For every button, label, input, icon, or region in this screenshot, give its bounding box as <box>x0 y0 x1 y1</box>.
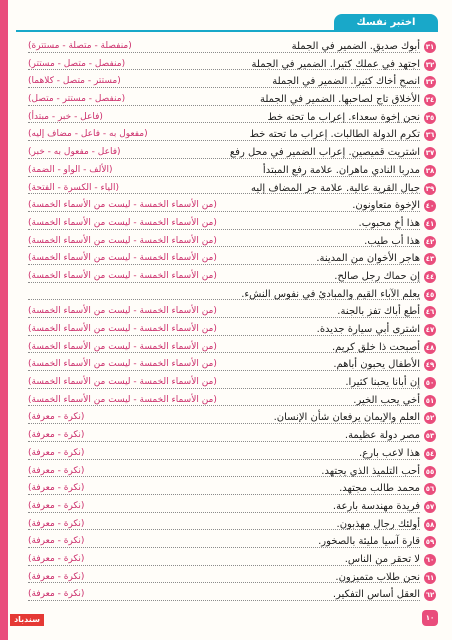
answer-choices: (نكرة - معرفة) <box>28 553 85 564</box>
answer-choices: (مستتر - متصل - كلاهما) <box>28 76 121 87</box>
question-text: قارة آسيا مليئة بالصخور. <box>318 536 420 548</box>
question-row <box>16 339 436 357</box>
question-text: الأطفال يحبون أباهم. <box>333 359 420 371</box>
question-text: اشتريت قميصين. إعراب الضمير في محل رفع <box>229 147 420 159</box>
question-number-badge: ٥٢ <box>425 414 435 423</box>
answer-choices: (نكرة - معرفة) <box>28 483 85 494</box>
question-number-badge: ٣٦ <box>425 131 435 140</box>
question-row <box>16 516 436 534</box>
question-number-badge: ٥٦ <box>425 485 435 494</box>
header-divider <box>16 30 438 32</box>
section-title: اختبر نفسك <box>334 14 438 31</box>
question-text: مدربا النادي ماهران. علامة رفع المبتدأ <box>262 164 420 176</box>
question-row <box>16 551 436 569</box>
question-text: العلم والإيمان يرفعان شأن الإنسان. <box>273 412 420 424</box>
question-text: نحن طلاب متميزون. <box>335 571 420 583</box>
answer-choices: (نكرة - معرفة) <box>28 447 85 458</box>
question-row <box>16 445 436 463</box>
answer-choices: (نكرة - معرفة) <box>28 430 85 441</box>
answer-choices: (نكرة - معرفة) <box>28 571 85 582</box>
question-number-badge: ٤٩ <box>425 361 435 370</box>
question-row <box>16 126 436 144</box>
answer-choices: (مفعول به - فاعل - مضاف إليه) <box>28 129 148 140</box>
question-row <box>16 180 436 198</box>
question-row <box>16 321 436 339</box>
side-color-band <box>0 0 8 640</box>
question-row <box>16 533 436 551</box>
question-number-badge: ٥٥ <box>425 467 435 476</box>
question-row <box>16 162 436 180</box>
question-row <box>16 427 436 445</box>
question-row <box>16 286 436 304</box>
question-text: أحب التلميذ الذي يجتهد. <box>321 465 420 477</box>
question-number-badge: ٦٠ <box>425 555 435 564</box>
question-number-badge: ٣٧ <box>425 149 435 158</box>
question-number-badge: ٣٩ <box>425 184 435 193</box>
answer-choices: (من الأسماء الخمسة - ليست من الأسماء الخمسة) <box>28 306 217 317</box>
question-number-badge: ٤٦ <box>425 308 435 317</box>
question-number-badge: ٤٣ <box>425 255 435 264</box>
answer-choices: (نكرة - معرفة) <box>28 465 85 476</box>
question-text: أبوك صديق. الضمير في الجملة <box>291 41 420 52</box>
answer-choices: (فاعل - مفعول به - خبر) <box>28 147 121 158</box>
question-text: لا تحقر من الناس. <box>344 553 420 565</box>
question-text: الأخلاق تاج لصاحبها. الضمير في الجملة <box>259 94 420 106</box>
question-number-badge: ٥٨ <box>425 520 435 529</box>
answer-choices: (من الأسماء الخمسة - ليست من الأسماء الخمسة) <box>28 324 217 334</box>
question-text: إن حماك رجل صالح. <box>334 270 420 282</box>
answer-choices: (نكرة - معرفة) <box>28 518 85 529</box>
question-row <box>16 392 436 410</box>
question-row <box>16 73 436 91</box>
question-number-badge: ٣١ <box>425 43 435 51</box>
answer-choices: (من الأسماء الخمسة - ليست من الأسماء الخمسة) <box>28 270 217 281</box>
question-text: انصح أخاك كثيرا. الضمير في الجملة <box>272 76 420 88</box>
question-number-badge: ٤١ <box>425 219 435 228</box>
question-row <box>16 356 436 374</box>
question-text: أولئك رجال مهذبون. <box>336 518 420 530</box>
question-text: محمد طالب مجتهد. <box>339 483 420 495</box>
question-number-badge: ٣٤ <box>425 96 435 105</box>
answer-choices: (من الأسماء الخمسة - ليست من الأسماء الخمسة) <box>28 341 217 352</box>
question-number-badge: ٥٤ <box>425 449 435 458</box>
question-text: أصبحت ذا خلق كريم. <box>331 341 420 353</box>
question-text: جبال القرية عالية. علامة جر المضاف إليه <box>251 182 420 194</box>
question-row <box>16 215 436 233</box>
question-row <box>16 197 436 215</box>
answer-choices: (نكرة - معرفة) <box>28 500 85 511</box>
question-number-badge: ٦١ <box>425 573 435 582</box>
answer-choices: (من الأسماء الخمسة - ليست من الأسماء الخمسة) <box>28 253 217 264</box>
question-number-badge: ٣٨ <box>425 166 435 175</box>
answer-choices: (من الأسماء الخمسة - ليست من الأسماء الخمسة) <box>28 200 217 211</box>
question-text: مصر دولة عظيمة. <box>344 430 420 442</box>
answer-choices: (منفصل - مستتر - متصل) <box>28 94 126 105</box>
question-row <box>16 268 436 286</box>
answer-choices: (منفصل - متصل - مستتر) <box>28 58 126 69</box>
question-number-badge: ٥٧ <box>425 502 435 511</box>
question-text: يعلم الآباء القيم والمبادئ في نفوس النشء. <box>241 288 420 300</box>
answer-choices: (الياء - الكسرة - الفتحة) <box>28 182 119 193</box>
question-row <box>16 91 436 109</box>
answer-choices: (فاعل - خبر - مبتدأ) <box>28 111 103 122</box>
question-row <box>16 374 436 392</box>
question-row <box>16 144 436 162</box>
question-number-badge: ٣٥ <box>425 113 435 122</box>
question-number-badge: ٤٥ <box>425 290 435 299</box>
question-row <box>16 233 436 251</box>
question-row <box>16 303 436 321</box>
question-number-badge: ٥٩ <box>425 538 435 547</box>
answer-choices: (نكرة - معرفة) <box>28 589 85 600</box>
question-text: أطع أباك تفز بالجنة. <box>337 306 420 318</box>
question-row <box>16 409 436 427</box>
question-text: فريدة مهندسة بارعة. <box>332 500 420 512</box>
question-text: نحن إخوة سعداء. إعراب ما تحته خط <box>267 111 420 123</box>
question-text: تكرم الدولة الطالبات. إعراب ما تحته خط <box>249 129 420 141</box>
question-number-badge: ٤٢ <box>425 237 435 246</box>
question-number-badge: ٥٣ <box>425 432 435 441</box>
question-text: هاجر الأخوان من المدينة. <box>316 253 420 265</box>
question-text: هذا أخ محبوب. <box>358 217 420 229</box>
question-number-badge: ٦٢ <box>425 591 435 600</box>
question-number-badge: ٥٠ <box>425 379 435 388</box>
answer-choices: (من الأسماء الخمسة - ليست من الأسماء الخمسة) <box>28 394 217 405</box>
question-row <box>16 586 436 604</box>
answer-choices: (من الأسماء الخمسة - ليست من الأسماء الخمسة) <box>28 359 217 370</box>
question-number-badge: ٥١ <box>425 396 435 405</box>
question-text: أخي يحب الخير. <box>353 394 420 406</box>
question-number-badge: ٤٠ <box>425 202 435 211</box>
question-row <box>16 498 436 516</box>
question-row <box>16 56 436 74</box>
question-text: هذا أب طيب. <box>364 235 420 247</box>
answer-choices: (نكرة - معرفة) <box>28 412 85 423</box>
question-row <box>16 569 436 587</box>
answer-choices: (من الأسماء الخمسة - ليست من الأسماء الخمسة) <box>28 377 217 388</box>
answer-choices: (نكرة - معرفة) <box>28 536 85 547</box>
answer-choices: (الألف - الواو - الضمة) <box>28 164 113 175</box>
question-number-badge: ٣٢ <box>425 60 435 69</box>
brand-logo: سندباد <box>10 614 44 626</box>
question-text: الإخوة متعاونون. <box>352 200 420 212</box>
question-row <box>16 463 436 481</box>
question-number-badge: ٣٣ <box>425 78 435 87</box>
question-row <box>16 38 436 56</box>
question-row <box>16 109 436 127</box>
question-number-badge: ٤٧ <box>425 326 435 334</box>
question-row <box>16 480 436 498</box>
question-text: العقل أساس التفكير. <box>332 589 420 601</box>
answer-choices: (من الأسماء الخمسة - ليست من الأسماء الخمسة) <box>28 217 217 228</box>
question-text: هذا لاعب بارع. <box>359 447 420 459</box>
question-text: اشترى أبي سيارة جديدة. <box>316 324 420 335</box>
question-text: إن أبانا يحبنا كثيرا. <box>345 377 420 389</box>
question-text: اجتهد في عملك كثيرا. الضمير في الجملة <box>251 58 420 70</box>
answer-choices: (منفصلة - متصلة - مستترة) <box>28 41 132 51</box>
question-list <box>16 38 436 604</box>
question-number-badge: ٤٤ <box>425 272 435 281</box>
question-number-badge: ٤٨ <box>425 343 435 352</box>
page-number: ١٠ <box>422 610 438 626</box>
answer-choices: (من الأسماء الخمسة - ليست من الأسماء الخمسة) <box>28 235 217 246</box>
question-row <box>16 250 436 268</box>
